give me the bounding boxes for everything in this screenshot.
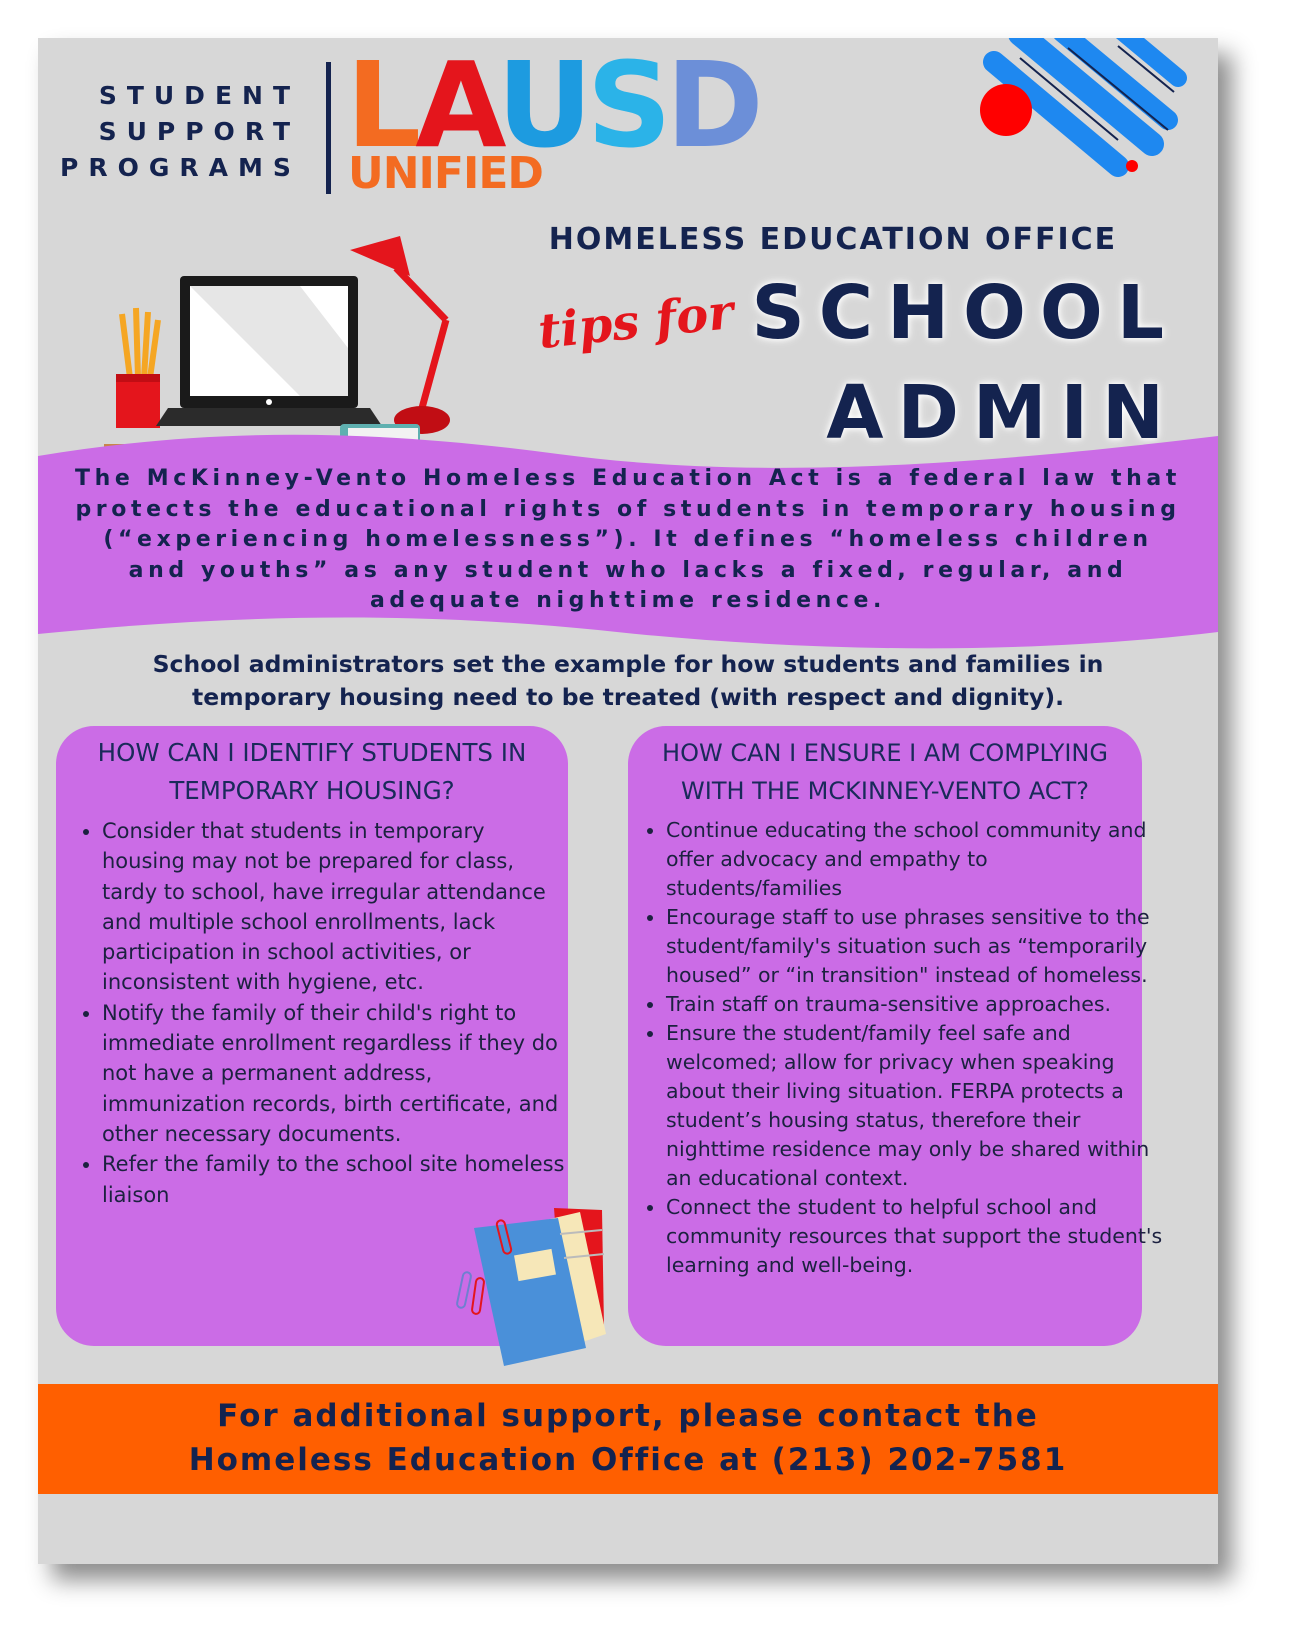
- admins-note-line: School administrators set the example for how students and families in: [152, 650, 1104, 678]
- identify-students-title: [64, 734, 560, 810]
- ssp-line: STUDENT: [98, 81, 300, 110]
- list-item: • Continue educating the school community and offer advocacy and empathy to students/families: [666, 816, 1166, 903]
- ssp-line: SUPPORT: [98, 117, 300, 146]
- logo-letter-d: D: [665, 38, 758, 174]
- logo-letter-s: S: [586, 38, 666, 174]
- compliance-list: [628, 816, 1166, 1280]
- lausd-logo: [346, 38, 806, 199]
- list-item: • Ensure the student/family feel safe and welcomed; allow for privacy when speaking about their living situation. FERPA protects a student’s housing status, therefore their nighttime residence may only be shared within an educational context.: [666, 1019, 1166, 1193]
- list-item: • Refer the family to the school site homeless liaison: [102, 1149, 572, 1210]
- flyer-page: [38, 38, 1218, 1564]
- decorative-stripes: [968, 38, 1218, 188]
- title-school: SCHOOL: [751, 270, 1178, 356]
- ssp-line: PROGRAMS: [60, 153, 301, 182]
- office-heading: HOMELESS EDUCATION OFFICE: [548, 222, 1118, 257]
- title-admin: ADMIN: [826, 370, 1178, 456]
- pencil-cup-icon: [116, 308, 160, 428]
- list-item: • Train staff on trauma-sensitive approaches.: [666, 990, 1166, 1019]
- folder-illustration: [454, 1198, 624, 1374]
- panel-title-line: HOW CAN I IDENTIFY STUDENTS IN: [97, 738, 527, 767]
- red-dot-small: [1126, 160, 1138, 172]
- logo-letter-l: L: [346, 38, 416, 174]
- compliance-title: [628, 734, 1142, 810]
- contact-footer: [38, 1384, 1218, 1494]
- red-dot-large: [980, 84, 1032, 136]
- list-item: • Connect the student to helpful school and community resources that support the student's learning and well-being.: [666, 1193, 1166, 1280]
- admins-note-line: temporary housing need to be treated (with respect and dignity).: [191, 683, 1064, 711]
- panel-title-line: HOW CAN I ENSURE I AM COMPLYING: [662, 739, 1108, 767]
- footer-line: For additional support, please contact the: [217, 1398, 1039, 1434]
- compliance-panel: [628, 726, 1163, 1346]
- identify-students-list: [56, 816, 572, 1210]
- list-item: • Encourage staff to use phrases sensitive to the student/family's situation such as “temporarily housed” or “in transition" instead of homeless.: [666, 903, 1166, 990]
- desk-lamp-icon: [350, 236, 450, 434]
- logo-letter-u: U: [496, 38, 587, 174]
- student-support-programs: [60, 78, 300, 186]
- panel-title-line: TEMPORARY HOUSING?: [169, 776, 455, 805]
- panel-title-line: WITH THE MCKINNEY-VENTO ACT?: [681, 777, 1089, 805]
- logo-unified: UNIFIED: [348, 148, 543, 199]
- list-item: • Consider that students in temporary housing may not be prepared for class, tardy to school, have irregular attendance and multiple school enrollments, lack participation in school activities, or inconsistent with hygiene, etc.: [102, 816, 572, 998]
- desk-illustration: [100, 228, 480, 454]
- tips-for-script: tips for: [535, 283, 737, 361]
- administrators-note: [68, 648, 1188, 714]
- laptop-icon: [156, 276, 382, 426]
- header-divider: [326, 62, 331, 194]
- intro-paragraph: The McKinney-Vento Homeless Education Act is a federal law that protects the educational rights of students in temporary housing (“experiencing homelessness”). It defines “homeless children and youths” as any student who lacks a fixed, regular, and adequate nighttime residence.: [75, 466, 1181, 613]
- list-item: • Notify the family of their child's right to immediate enrollment regardless if they do not have a permanent address, immunization records, birth certificate, and other necessary documents.: [102, 998, 572, 1149]
- footer-phone-line: Homeless Education Office at (213) 202-7581: [188, 1442, 1068, 1478]
- logo-letter-a: A: [415, 38, 497, 174]
- folder-icon: [474, 1208, 606, 1366]
